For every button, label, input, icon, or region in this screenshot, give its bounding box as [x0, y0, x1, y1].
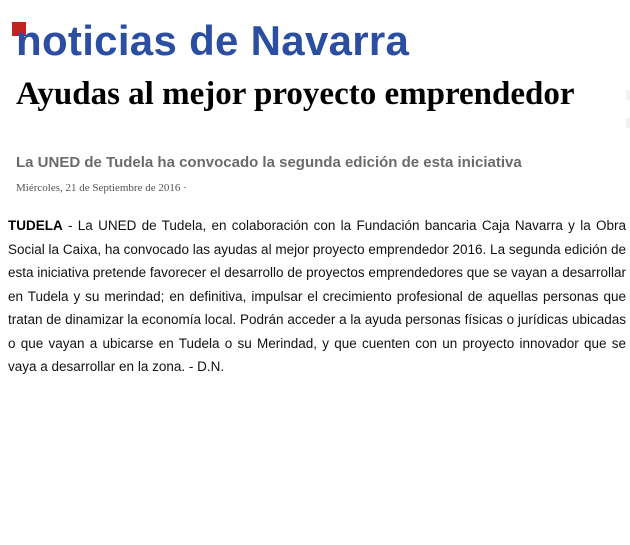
- article-date: Miércoles, 21 de Septiembre de 2016 ·: [16, 182, 187, 194]
- edge-divider: [626, 90, 630, 100]
- article-subtitle: La UNED de Tudela ha convocado la segunda edición de esta iniciativa: [16, 154, 522, 171]
- edge-divider: [626, 118, 630, 128]
- article-body-text: - La UNED de Tudela, en colaboración con la Fundación bancaria Caja Navarra y la Obra Social la Caixa, ha convocado las ayudas al mejor proyecto emprendedor 2016. La segunda edición de esta iniciativa pretende favorecer el desarrollo de proyectos emprendedores que se vayan a desarrollar en Tudela y su merindad; en definitiva, impulsar el crecimiento profesional de aquellas personas que tratan de dinamizar la economía local. Podrán acceder a la ayuda personas físicas o jurídicas ubicadas o que vayan a ubicarse en Tudela o su Merindad, y que cuenten con un proyecto innovador que se vaya a desarrollar en la zona. - D.N.: [8, 218, 626, 374]
- article-location: TUDELA: [8, 218, 63, 233]
- site-logo[interactable]: noticias de Navarra: [16, 17, 410, 64]
- article-headline: Ayudas al mejor proyecto emprendedor: [16, 76, 575, 112]
- article-body: [8, 214, 626, 379]
